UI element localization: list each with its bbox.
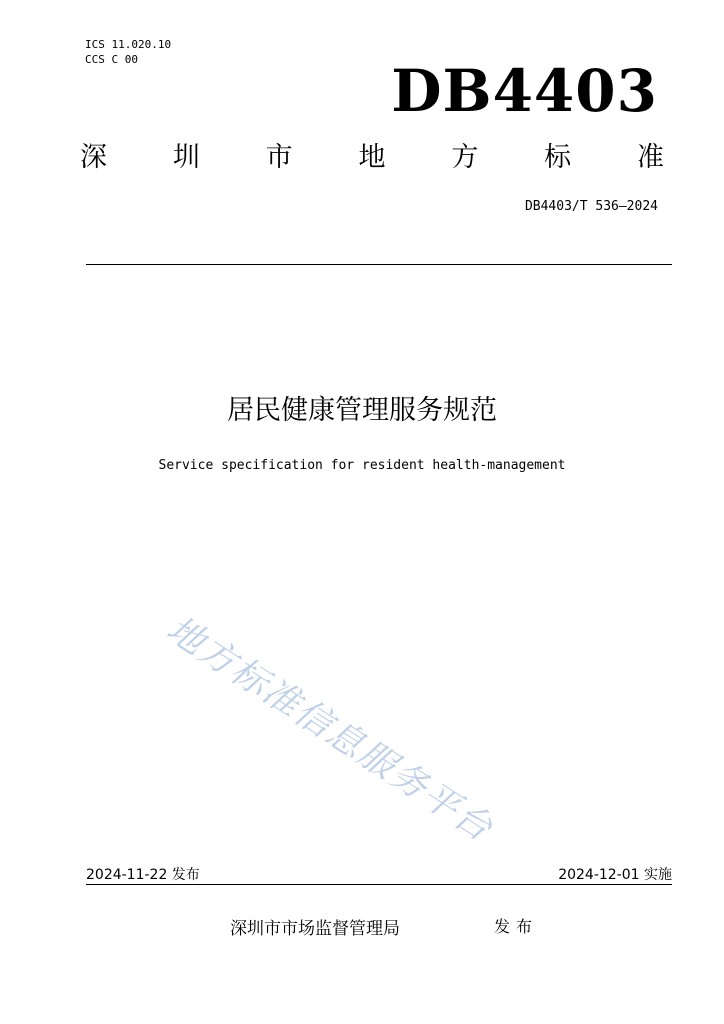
standard-type-char: 市: [265, 142, 293, 173]
effective-date: 2024-12-01 实施: [558, 867, 672, 883]
standard-type-char: 深: [80, 142, 107, 173]
document-title-english: Service specification for resident health-management: [158, 458, 566, 473]
standard-type-heading: [80, 140, 664, 176]
standard-type-char: 方: [451, 142, 479, 173]
publisher-name: 深圳市市场监督管理局: [230, 919, 400, 939]
document-title-chinese: 居民健康管理服务规范: [227, 395, 497, 426]
ccs-code: CCS C 00: [85, 53, 138, 66]
standard-number: DB4403/T 536—2024: [524, 199, 658, 214]
publish-date: 2024-11-22 发布: [86, 867, 200, 883]
top-divider: [86, 264, 672, 265]
ics-code: ICS 11.020.10: [85, 38, 172, 51]
watermark: 地方标准信息服务平台: [159, 608, 501, 851]
standard-type-char: 地: [358, 142, 386, 173]
standard-type-char: 圳: [172, 142, 200, 173]
publisher-suffix: 发布: [494, 917, 539, 936]
ics-ccs-codes: [85, 37, 171, 67]
standard-type-char: 准: [636, 142, 664, 173]
bottom-divider: [86, 884, 672, 885]
standard-type-char: 标: [544, 142, 572, 173]
standard-code-logo: DB4403: [391, 57, 658, 125]
